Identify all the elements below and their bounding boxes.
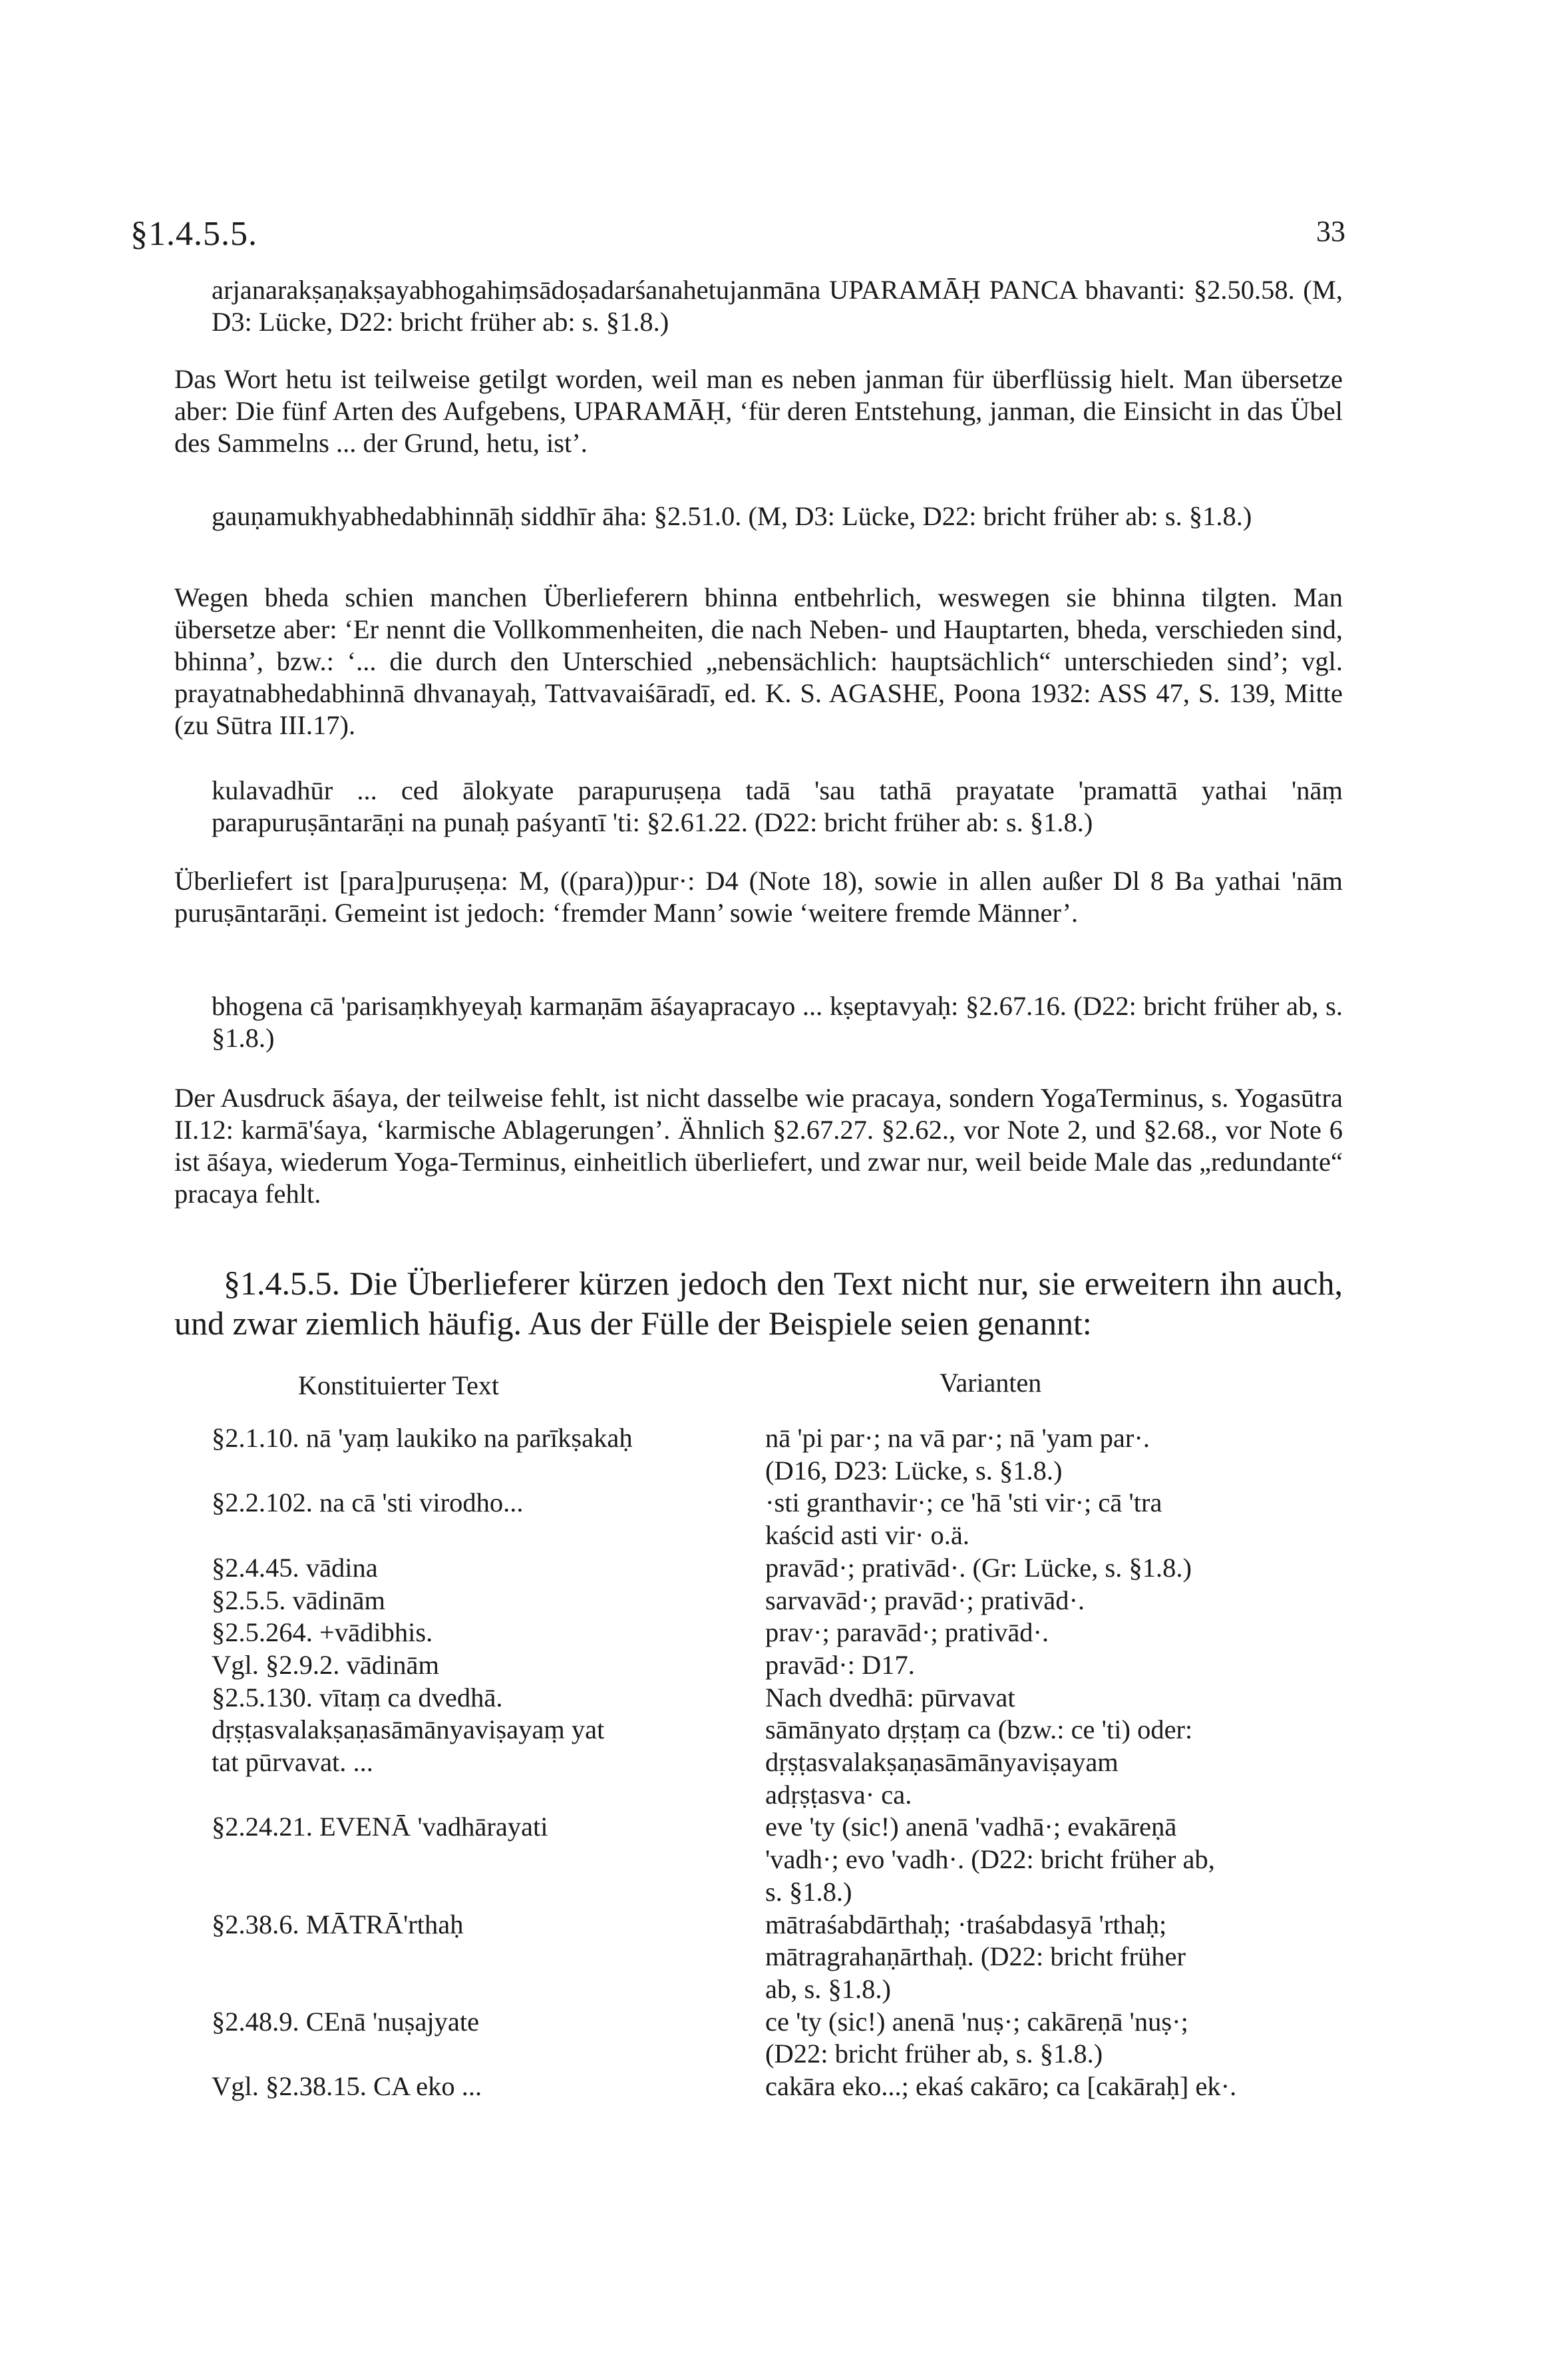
table-line: pravād·: D17. (765, 1649, 915, 1680)
table-line: §2.48.9. CEnā 'nuṣajyate (212, 2006, 480, 2037)
table-line: (D16, D23: Lücke, s. §1.8.) (765, 1455, 1063, 1486)
table-line (212, 1519, 744, 1552)
commentary-paragraph-3: Überliefert ist [para]puruṣeṇa: M, ((para))pur·: D4 (Note 18), sowie in allen außer Dl 8 Ba yathai 'nām puruṣāntarāṇi. Gemeint ist jedoch: ‘fremder Mann’ sowie ‘weitere fremde Männer’. (174, 866, 1343, 928)
table-line: dṛṣṭasvalakṣaṇasāmānyaviṣayaṃ yat (212, 1714, 605, 1745)
table-line (212, 1455, 744, 1487)
table-line: adṛṣṭasva· ca. (765, 1779, 912, 1810)
page-number: 33 (1316, 215, 1345, 248)
table-line: 'vadh·; evo 'vadh·. (D22: bricht früher ab, (765, 1844, 1215, 1875)
table-line (212, 1941, 744, 1973)
table-line: pravād·; prativād·. (Gr: Lücke, s. §1.8.) (765, 1552, 1192, 1583)
table-line: ce 'ty (sic!) anenā 'nuṣ·; cakāreṇā 'nuṣ·; (765, 2006, 1188, 2037)
table-line: §2.1.10. nā 'yaṃ laukiko na parīkṣakaḥ (212, 1423, 633, 1453)
table-line: cakāra eko...; ekaś cakāro; ca [cakāraḥ] ek·. (765, 2071, 1237, 2102)
table-line: §2.2.102. na cā 'sti virodho... (212, 1487, 524, 1518)
column-header-constituted-text: Konstituierter Text (298, 1370, 499, 1400)
table-line: dṛṣṭasvalakṣaṇasāmānyaviṣayam (765, 1747, 1119, 1778)
table-line: tat pūrvavat. ... (212, 1747, 373, 1778)
table-line: Vgl. §2.9.2. vādinām (212, 1649, 439, 1680)
table-line (212, 1876, 744, 1909)
sanskrit-entry-3: kulavadhūr ... ced ālokyate parapuruṣeṇa tadā 'sau tathā prayatate 'pramattā yathai 'nāṃ parapuruṣāntarāṇi na punaḥ paśyantī 'ti: §2.61.22. (D22: bricht früher ab: s. §1.8.) (212, 775, 1343, 837)
table-line: §2.4.45. vādina (212, 1552, 378, 1583)
table-line: §2.38.6. MĀTRĀ'rthaḥ (212, 1909, 464, 1939)
sanskrit-entry-1: arjanarakṣaṇakṣayabhogahiṃsādoṣadarśanahetujanmāna UPARAMĀḤ PANCA bhavanti: §2.50.58. (M, D3: Lücke, D22: bricht früher ab: s. §1.8.) (212, 275, 1343, 337)
section-heading: §1.4.5.5. (130, 215, 258, 253)
table-line: Vgl. §2.38.15. CA eko ... (212, 2071, 482, 2102)
table-line: §2.5.130. vītaṃ ca dvedhā. (212, 1682, 503, 1712)
sanskrit-entry-2: gauṇamukhyabhedabhinnāḥ siddhīr āha: §2.51.0. (M, D3: Lücke, D22: bricht früher ab: s. §1.8.) (212, 501, 1252, 531)
table-line: sarvavād·; pravād·; prativād·. (765, 1585, 1085, 1615)
table-line: kaścid asti vir· o.ä. (765, 1520, 970, 1551)
table-line: (D22: bricht früher ab, s. §1.8.) (765, 2039, 1103, 2069)
commentary-paragraph-4: Der Ausdruck āśaya, der teilweise fehlt, ist nicht dasselbe wie pracaya, sondern YogaTerminus, s. Yogasūtra II.12: karmā'śaya, ‘karmische Ablagerungen’. Ähnlich §2.67.27. §2.62., vor Note 2, und §2.68., vor Note 6 ist āśaya, wiederum Yoga-Terminus, einheitlich überliefert, und zwar nur, weil beide Male das „redundante“ pracaya fehlt. (174, 1083, 1343, 1209)
table-line: §2.5.5. vādinām (212, 1585, 385, 1615)
table-right-column (765, 1422, 1351, 2103)
table-line: mātragrahaṇārthaḥ. (D22: bricht früher (765, 1941, 1186, 1972)
table-line: s. §1.8.) (765, 1876, 852, 1907)
table-line: ·sti granthavir·; ce 'hā 'sti vir·; cā 'tra (765, 1487, 1162, 1518)
table-line (212, 1973, 744, 2006)
table-line: mātraśabdārthaḥ; ·traśabdasyā 'rthaḥ; (765, 1909, 1167, 1939)
table-line: §2.24.21. EVENĀ 'vadhārayati (212, 1812, 548, 1842)
table-line (212, 1779, 744, 1812)
commentary-paragraph-1: Das Wort hetu ist teilweise getilgt worden, weil man es neben janman für überflüssig hielt. Man übersetze aber: Die fünf Arten des Aufgebens, UPARAMĀḤ, ‘für deren Entstehung, janman, die Einsicht in das Übel des Sammelns ... der Grund, hetu, ist’. (174, 364, 1343, 458)
table-line: Nach dvedhā: pūrvavat (765, 1682, 1015, 1712)
table-line: prav·; paravād·; prativād·. (765, 1617, 1049, 1648)
table-line (212, 1844, 744, 1876)
table-line: sāmānyato dṛṣṭaṃ ca (bzw.: ce 'ti) oder: (765, 1714, 1193, 1745)
table-line (212, 2038, 744, 2071)
table-line: nā 'pi par·; na vā par·; nā 'yam par·. (765, 1423, 1150, 1453)
table-line: eve 'ty (sic!) anenā 'vadhā·; evakāreṇā (765, 1812, 1177, 1842)
table-line: ab, s. §1.8.) (765, 1973, 891, 2004)
table-left-column (212, 1422, 744, 2103)
section-intro-paragraph: §1.4.5.5. Die Überlieferer kürzen jedoch den Text nicht nur, sie erweitern ihn auch, und zwar ziemlich häufig. Aus der Fülle der Beispiele seien genannt: (174, 1265, 1343, 1342)
table-line: §2.5.264. +vādibhis. (212, 1617, 433, 1648)
commentary-paragraph-2: Wegen bheda schien manchen Überlieferern bhinna entbehrlich, weswegen sie bhinna tilgten. Man übersetze aber: ‘Er nennt die Vollkommenheiten, die nach Neben- und Hauptarten, bheda, verschieden sind, bhinna’, bzw.: ‘... die durch den Unterschied „nebensächlich: hauptsächlich“ unterschieden sind’; vgl. prayatnabhedabhinnā dhvanayaḥ, Tattvavaiśāradī, ed. K. S. AGASHE, Poona 1932: ASS 47, S. 139, Mitte (zu Sūtra III.17). (174, 582, 1343, 740)
sanskrit-entry-4: bhogena cā 'parisaṃkhyeyaḥ karmaṇām āśayapracayo ... kṣeptavyaḥ: §2.67.16. (D22: bricht früher ab, s. §1.8.) (212, 991, 1343, 1053)
column-header-variants: Varianten (940, 1368, 1042, 1398)
